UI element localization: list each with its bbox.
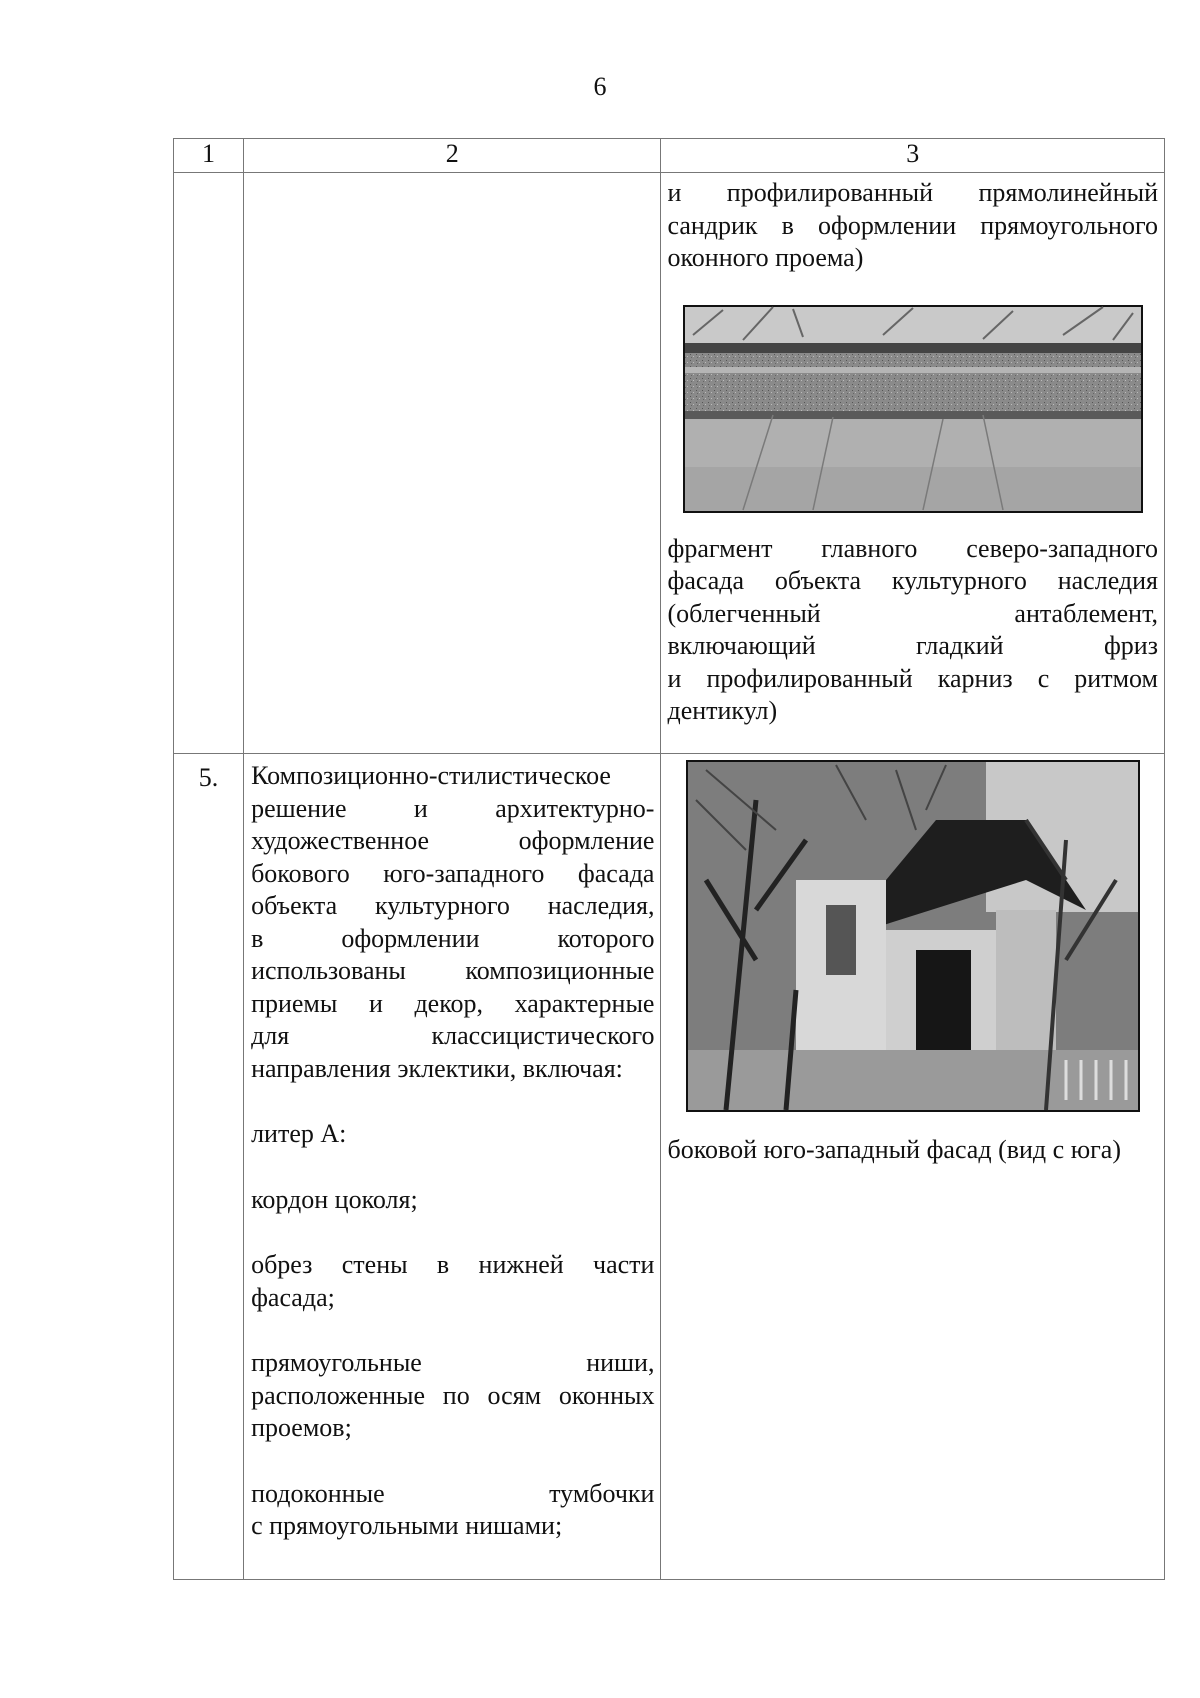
list-item: с прямоугольными нишами; [251, 1511, 563, 1540]
cornice-photo [683, 305, 1143, 513]
header-col-2: 2 [244, 139, 661, 173]
caption-line: включающий гладкий фриз [667, 631, 1158, 660]
table-header-row [174, 139, 1165, 173]
litera-label: литер А: [251, 1119, 347, 1148]
cell-photo-cornice [661, 173, 1165, 754]
caption-line: фасада объекта культурного наследия [667, 566, 1158, 595]
text-line: оконного проема) [667, 243, 864, 272]
cell-number-empty [174, 173, 244, 754]
text-line: объекта культурного наследия, [251, 891, 655, 920]
list-item: расположенные по осям оконных [251, 1380, 655, 1410]
text-line: и профилированный прямолинейный [667, 178, 1158, 207]
caption-line: (облегченный антаблемент, [667, 598, 1158, 628]
caption-line: и профилированный карниз с ритмом [667, 663, 1158, 693]
text-line: Композиционно-стилистическое [251, 761, 611, 790]
list-item: обрез стены в нижней части [251, 1250, 655, 1279]
text-line: в оформлении которого [251, 923, 655, 953]
list-item: прямоугольные ниши, [251, 1348, 655, 1377]
text-line: бокового юго-западного фасада [251, 858, 655, 888]
table-row-5 [174, 754, 1165, 1580]
row-number: 5. [174, 754, 244, 1580]
photo-caption: боковой юго-западный фасад (вид с юга) [667, 1135, 1121, 1164]
cell-description [244, 754, 661, 1580]
monument-table [173, 138, 1165, 1580]
text-line: художественное оформление [251, 826, 655, 855]
header-col-3: 3 [661, 139, 1165, 173]
list-item: проемов; [251, 1413, 352, 1442]
text-line: для классицистического [251, 1021, 655, 1050]
text-line: использованы композиционные [251, 956, 655, 985]
page-number: 6 [593, 72, 607, 101]
list-item: подоконные тумбочки [251, 1478, 655, 1508]
text-line: направления эклектики, включая: [251, 1053, 623, 1083]
cell-description-empty [244, 173, 661, 754]
table-row-continued [174, 173, 1165, 754]
facade-photo [686, 760, 1140, 1112]
list-item: фасада; [251, 1282, 335, 1312]
text-line: сандрик в оформлении прямоугольного [667, 210, 1158, 240]
text-line: решение и архитектурно- [251, 793, 655, 823]
list-item: кордон цоколя; [251, 1184, 418, 1214]
header-col-1: 1 [174, 139, 244, 173]
caption-line: фрагмент главного северо-западного [667, 533, 1158, 563]
cell-photo-facade [661, 754, 1165, 1580]
text-line: приемы и декор, характерные [251, 988, 655, 1018]
caption-line: дентикул) [667, 696, 778, 725]
